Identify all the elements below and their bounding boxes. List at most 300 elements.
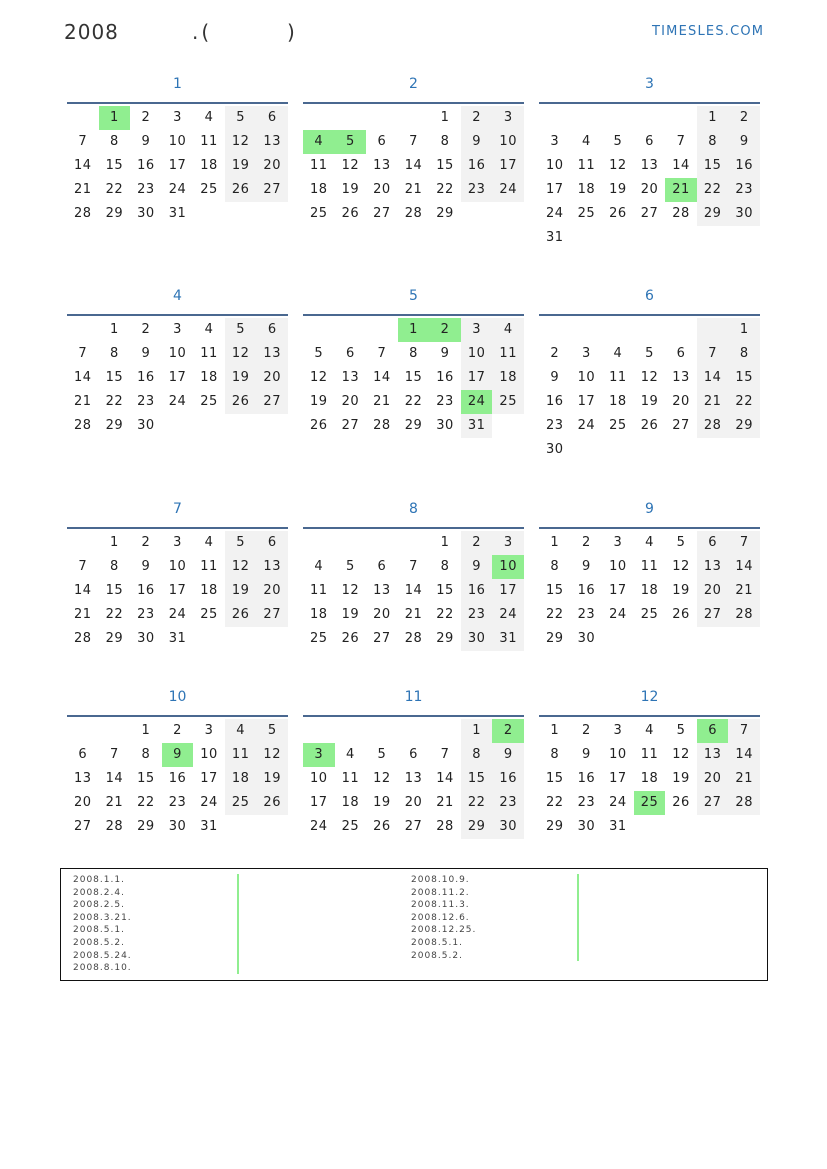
day-cell[interactable]: 31 xyxy=(546,230,564,245)
day-cell[interactable]: 13 xyxy=(256,555,288,579)
day-cell[interactable]: 25 xyxy=(492,390,524,414)
day-cell[interactable]: 25 xyxy=(200,394,218,409)
day-cell[interactable]: 31 xyxy=(200,819,218,834)
day-cell[interactable]: 22 xyxy=(105,182,124,197)
day-cell[interactable]: 1 xyxy=(109,322,119,337)
day-cell[interactable]: 12 xyxy=(609,158,627,173)
day-cell[interactable]: 19 xyxy=(672,583,690,598)
day-cell[interactable]: 17 xyxy=(461,366,493,390)
day-cell[interactable]: 9 xyxy=(581,559,591,574)
day-cell[interactable]: 30 xyxy=(577,631,596,646)
day-cell[interactable]: 11 xyxy=(609,370,627,385)
day-cell[interactable]: 6 xyxy=(256,106,288,130)
day-cell[interactable]: 8 xyxy=(550,747,560,762)
day-cell[interactable]: 11 xyxy=(640,559,659,574)
day-cell[interactable]: 25 xyxy=(200,607,218,622)
day-cell[interactable]: 20 xyxy=(256,366,288,390)
day-cell[interactable]: 8 xyxy=(409,346,418,361)
day-cell[interactable]: 22 xyxy=(105,607,124,622)
day-cell[interactable]: 27 xyxy=(697,791,729,815)
day-cell[interactable]: 20 xyxy=(697,767,729,791)
day-cell[interactable]: 4 xyxy=(314,559,324,574)
day-cell[interactable]: 22 xyxy=(546,607,564,622)
day-cell[interactable]: 17 xyxy=(609,583,627,598)
day-cell[interactable]: 19 xyxy=(341,607,360,622)
day-cell[interactable]: 23 xyxy=(546,418,564,433)
day-cell[interactable]: 20 xyxy=(256,579,288,603)
day-cell[interactable]: 8 xyxy=(109,134,119,149)
day-cell[interactable]: 12 xyxy=(225,342,257,366)
day-cell[interactable]: 18 xyxy=(200,158,218,173)
day-cell[interactable]: 28 xyxy=(74,206,92,221)
day-cell[interactable]: 3 xyxy=(492,106,524,130)
day-cell[interactable]: 29 xyxy=(697,202,729,226)
day-cell[interactable]: 11 xyxy=(310,158,328,173)
day-cell[interactable]: 4 xyxy=(345,747,355,762)
day-cell[interactable]: 2 xyxy=(141,535,151,550)
day-cell[interactable]: 19 xyxy=(225,366,257,390)
day-cell[interactable]: 14 xyxy=(436,771,454,786)
day-cell[interactable]: 24 xyxy=(492,603,524,627)
day-cell[interactable]: 5 xyxy=(225,531,257,555)
day-cell[interactable]: 22 xyxy=(546,795,564,810)
day-cell[interactable]: 23 xyxy=(436,394,454,409)
day-cell[interactable]: 10 xyxy=(200,747,218,762)
day-cell[interactable]: 14 xyxy=(728,743,760,767)
day-cell[interactable]: 10 xyxy=(546,158,564,173)
day-cell[interactable]: 1 xyxy=(728,318,760,342)
day-cell[interactable]: 18 xyxy=(225,767,257,791)
day-cell[interactable]: 29 xyxy=(436,631,454,646)
day-cell[interactable]: 9 xyxy=(141,559,151,574)
day-cell[interactable]: 19 xyxy=(609,182,627,197)
day-cell[interactable]: 27 xyxy=(672,418,690,433)
day-cell[interactable]: 26 xyxy=(225,178,257,202)
day-cell[interactable]: 24 xyxy=(200,795,218,810)
day-cell[interactable]: 23 xyxy=(492,791,524,815)
day-cell[interactable]: 28 xyxy=(105,819,124,834)
day-cell[interactable]: 2 xyxy=(429,318,461,342)
day-cell[interactable]: 12 xyxy=(373,771,391,786)
day-cell[interactable]: 7 xyxy=(377,346,387,361)
day-cell[interactable]: 16 xyxy=(461,154,493,178)
day-cell[interactable]: 21 xyxy=(665,178,697,202)
day-cell[interactable]: 20 xyxy=(697,579,729,603)
day-cell[interactable]: 15 xyxy=(461,767,493,791)
day-cell[interactable]: 1 xyxy=(99,106,131,130)
day-cell[interactable]: 10 xyxy=(577,370,596,385)
day-cell[interactable]: 17 xyxy=(577,394,596,409)
day-cell[interactable]: 24 xyxy=(577,418,596,433)
day-cell[interactable]: 3 xyxy=(173,322,182,337)
day-cell[interactable]: 1 xyxy=(550,535,560,550)
day-cell[interactable]: 16 xyxy=(436,370,454,385)
day-cell[interactable]: 11 xyxy=(310,583,328,598)
day-cell[interactable]: 7 xyxy=(109,747,119,762)
day-cell[interactable]: 7 xyxy=(78,346,88,361)
day-cell[interactable]: 5 xyxy=(225,106,257,130)
day-cell[interactable]: 22 xyxy=(137,795,155,810)
day-cell[interactable]: 16 xyxy=(577,771,596,786)
day-cell[interactable]: 15 xyxy=(546,771,564,786)
day-cell[interactable]: 3 xyxy=(613,723,623,738)
day-cell[interactable]: 4 xyxy=(581,134,591,149)
day-cell[interactable]: 25 xyxy=(310,206,328,221)
day-cell[interactable]: 6 xyxy=(377,559,387,574)
day-cell[interactable]: 30 xyxy=(137,206,155,221)
day-cell[interactable]: 7 xyxy=(78,134,88,149)
day-cell[interactable]: 29 xyxy=(105,418,124,433)
day-cell[interactable]: 22 xyxy=(105,394,124,409)
day-cell[interactable]: 29 xyxy=(728,414,760,438)
day-cell[interactable]: 7 xyxy=(728,531,760,555)
day-cell[interactable]: 12 xyxy=(256,743,288,767)
day-cell[interactable]: 16 xyxy=(492,767,524,791)
day-cell[interactable]: 7 xyxy=(78,559,88,574)
day-cell[interactable]: 12 xyxy=(672,747,690,762)
day-cell[interactable]: 22 xyxy=(461,791,493,815)
day-cell[interactable]: 14 xyxy=(74,158,92,173)
day-cell[interactable]: 22 xyxy=(436,607,454,622)
day-cell[interactable]: 1 xyxy=(109,535,119,550)
day-cell[interactable]: 5 xyxy=(256,719,288,743)
day-cell[interactable]: 24 xyxy=(168,607,187,622)
day-cell[interactable]: 14 xyxy=(697,366,729,390)
day-cell[interactable]: 8 xyxy=(440,134,450,149)
day-cell[interactable]: 21 xyxy=(728,579,760,603)
day-cell[interactable]: 13 xyxy=(697,555,729,579)
day-cell[interactable]: 30 xyxy=(461,627,493,651)
day-cell[interactable]: 15 xyxy=(697,154,729,178)
day-cell[interactable]: 17 xyxy=(168,583,187,598)
day-cell[interactable]: 9 xyxy=(440,346,450,361)
day-cell[interactable]: 21 xyxy=(697,390,729,414)
day-cell[interactable]: 26 xyxy=(672,607,690,622)
day-cell[interactable]: 27 xyxy=(256,390,288,414)
day-cell[interactable]: 8 xyxy=(550,559,560,574)
day-cell[interactable]: 23 xyxy=(137,182,155,197)
day-cell[interactable]: 14 xyxy=(105,771,124,786)
day-cell[interactable]: 25 xyxy=(341,819,360,834)
day-cell[interactable]: 2 xyxy=(492,719,524,743)
day-cell[interactable]: 11 xyxy=(640,747,659,762)
day-cell[interactable]: 14 xyxy=(728,555,760,579)
day-cell[interactable]: 23 xyxy=(137,394,155,409)
day-cell[interactable]: 27 xyxy=(74,819,92,834)
day-cell[interactable]: 3 xyxy=(173,110,182,125)
day-cell[interactable]: 30 xyxy=(728,202,760,226)
day-cell[interactable]: 30 xyxy=(137,418,155,433)
day-cell[interactable]: 31 xyxy=(609,819,627,834)
day-cell[interactable]: 26 xyxy=(609,206,627,221)
day-cell[interactable]: 9 xyxy=(141,134,151,149)
day-cell[interactable]: 12 xyxy=(225,130,257,154)
day-cell[interactable]: 2 xyxy=(141,110,151,125)
day-cell[interactable]: 25 xyxy=(577,206,596,221)
day-cell[interactable]: 15 xyxy=(728,366,760,390)
day-cell[interactable]: 19 xyxy=(373,795,391,810)
day-cell[interactable]: 27 xyxy=(341,418,360,433)
day-cell[interactable]: 20 xyxy=(640,182,659,197)
day-cell[interactable]: 13 xyxy=(697,743,729,767)
day-cell[interactable]: 25 xyxy=(310,631,328,646)
day-cell[interactable]: 18 xyxy=(341,795,360,810)
day-cell[interactable]: 7 xyxy=(409,134,418,149)
day-cell[interactable]: 9 xyxy=(461,555,493,579)
day-cell[interactable]: 6 xyxy=(345,346,355,361)
day-cell[interactable]: 28 xyxy=(672,206,690,221)
day-cell[interactable]: 26 xyxy=(310,418,328,433)
day-cell[interactable]: 9 xyxy=(461,130,493,154)
day-cell[interactable]: 20 xyxy=(341,394,360,409)
day-cell[interactable]: 18 xyxy=(492,366,524,390)
day-cell[interactable]: 12 xyxy=(225,555,257,579)
day-cell[interactable]: 24 xyxy=(609,607,627,622)
day-cell[interactable]: 4 xyxy=(492,318,524,342)
day-cell[interactable]: 24 xyxy=(609,795,627,810)
day-cell[interactable]: 23 xyxy=(168,795,187,810)
day-cell[interactable]: 30 xyxy=(577,819,596,834)
day-cell[interactable]: 14 xyxy=(74,370,92,385)
day-cell[interactable]: 1 xyxy=(697,106,729,130)
day-cell[interactable]: 28 xyxy=(404,631,423,646)
day-cell[interactable]: 7 xyxy=(409,559,418,574)
day-cell[interactable]: 12 xyxy=(341,158,360,173)
day-cell[interactable]: 16 xyxy=(461,579,493,603)
day-cell[interactable]: 23 xyxy=(137,607,155,622)
day-cell[interactable]: 29 xyxy=(137,819,155,834)
day-cell[interactable]: 16 xyxy=(168,771,187,786)
day-cell[interactable]: 31 xyxy=(461,414,493,438)
day-cell[interactable]: 3 xyxy=(581,346,591,361)
day-cell[interactable]: 31 xyxy=(168,631,187,646)
day-cell[interactable]: 20 xyxy=(373,182,391,197)
day-cell[interactable]: 8 xyxy=(461,743,493,767)
day-cell[interactable]: 28 xyxy=(728,791,760,815)
day-cell[interactable]: 4 xyxy=(613,346,623,361)
day-cell[interactable]: 3 xyxy=(204,723,214,738)
day-cell[interactable]: 22 xyxy=(697,178,729,202)
day-cell[interactable]: 18 xyxy=(577,182,596,197)
day-cell[interactable]: 13 xyxy=(373,158,391,173)
day-cell[interactable]: 6 xyxy=(256,531,288,555)
day-cell[interactable]: 5 xyxy=(314,346,324,361)
day-cell[interactable]: 5 xyxy=(225,318,257,342)
day-cell[interactable]: 21 xyxy=(404,607,423,622)
day-cell[interactable]: 15 xyxy=(404,370,423,385)
day-cell[interactable]: 17 xyxy=(492,579,524,603)
day-cell[interactable]: 19 xyxy=(256,767,288,791)
day-cell[interactable]: 18 xyxy=(310,182,328,197)
day-cell[interactable]: 24 xyxy=(492,178,524,202)
day-cell[interactable]: 12 xyxy=(640,370,659,385)
day-cell[interactable]: 13 xyxy=(341,370,360,385)
day-cell[interactable]: 7 xyxy=(697,342,729,366)
day-cell[interactable]: 6 xyxy=(645,134,654,149)
day-cell[interactable]: 4 xyxy=(204,110,214,125)
day-cell[interactable]: 6 xyxy=(409,747,418,762)
day-cell[interactable]: 4 xyxy=(303,130,335,154)
day-cell[interactable]: 20 xyxy=(256,154,288,178)
day-cell[interactable]: 5 xyxy=(676,723,686,738)
day-cell[interactable]: 18 xyxy=(640,771,659,786)
day-cell[interactable]: 27 xyxy=(404,819,423,834)
day-cell[interactable]: 8 xyxy=(109,559,119,574)
day-cell[interactable]: 21 xyxy=(74,607,92,622)
day-cell[interactable]: 20 xyxy=(672,394,690,409)
day-cell[interactable]: 20 xyxy=(404,795,423,810)
day-cell[interactable]: 10 xyxy=(492,130,524,154)
day-cell[interactable]: 30 xyxy=(492,815,524,839)
day-cell[interactable]: 4 xyxy=(645,535,654,550)
day-cell[interactable]: 1 xyxy=(550,723,560,738)
day-cell[interactable]: 7 xyxy=(676,134,686,149)
day-cell[interactable]: 6 xyxy=(676,346,686,361)
day-cell[interactable]: 19 xyxy=(310,394,328,409)
day-cell[interactable]: 23 xyxy=(728,178,760,202)
day-cell[interactable]: 17 xyxy=(200,771,218,786)
day-cell[interactable]: 21 xyxy=(74,182,92,197)
day-cell[interactable]: 26 xyxy=(225,390,257,414)
day-cell[interactable]: 20 xyxy=(74,795,92,810)
day-cell[interactable]: 10 xyxy=(168,134,187,149)
day-cell[interactable]: 29 xyxy=(546,819,564,834)
day-cell[interactable]: 23 xyxy=(577,795,596,810)
day-cell[interactable]: 25 xyxy=(634,791,666,815)
day-cell[interactable]: 13 xyxy=(640,158,659,173)
day-cell[interactable]: 6 xyxy=(377,134,387,149)
day-cell[interactable]: 23 xyxy=(577,607,596,622)
day-cell[interactable]: 7 xyxy=(728,719,760,743)
day-cell[interactable]: 28 xyxy=(74,418,92,433)
day-cell[interactable]: 27 xyxy=(256,178,288,202)
day-cell[interactable]: 3 xyxy=(550,134,560,149)
day-cell[interactable]: 14 xyxy=(373,370,391,385)
day-cell[interactable]: 5 xyxy=(345,559,355,574)
day-cell[interactable]: 17 xyxy=(168,370,187,385)
day-cell[interactable]: 13 xyxy=(404,771,423,786)
day-cell[interactable]: 11 xyxy=(492,342,524,366)
day-cell[interactable]: 22 xyxy=(728,390,760,414)
day-cell[interactable]: 4 xyxy=(204,535,214,550)
day-cell[interactable]: 30 xyxy=(546,442,564,457)
day-cell[interactable]: 11 xyxy=(200,559,218,574)
day-cell[interactable]: 21 xyxy=(728,767,760,791)
day-cell[interactable]: 27 xyxy=(373,631,391,646)
day-cell[interactable]: 5 xyxy=(645,346,654,361)
day-cell[interactable]: 26 xyxy=(341,631,360,646)
day-cell[interactable]: 26 xyxy=(672,795,690,810)
day-cell[interactable]: 11 xyxy=(225,743,257,767)
day-cell[interactable]: 15 xyxy=(105,583,124,598)
day-cell[interactable]: 28 xyxy=(436,819,454,834)
day-cell[interactable]: 21 xyxy=(436,795,454,810)
day-cell[interactable]: 30 xyxy=(168,819,187,834)
day-cell[interactable]: 10 xyxy=(492,555,524,579)
day-cell[interactable]: 1 xyxy=(440,535,450,550)
day-cell[interactable]: 25 xyxy=(200,182,218,197)
day-cell[interactable]: 13 xyxy=(672,370,690,385)
day-cell[interactable]: 21 xyxy=(105,795,124,810)
day-cell[interactable]: 27 xyxy=(697,603,729,627)
day-cell[interactable]: 19 xyxy=(225,579,257,603)
day-cell[interactable]: 24 xyxy=(461,390,493,414)
day-cell[interactable]: 8 xyxy=(440,559,450,574)
day-cell[interactable]: 16 xyxy=(546,394,564,409)
day-cell[interactable]: 21 xyxy=(373,394,391,409)
day-cell[interactable]: 23 xyxy=(461,178,493,202)
day-cell[interactable]: 11 xyxy=(200,134,218,149)
day-cell[interactable]: 1 xyxy=(440,110,450,125)
day-cell[interactable]: 29 xyxy=(436,206,454,221)
day-cell[interactable]: 10 xyxy=(461,342,493,366)
day-cell[interactable]: 10 xyxy=(609,559,627,574)
day-cell[interactable]: 12 xyxy=(672,559,690,574)
day-cell[interactable]: 13 xyxy=(256,342,288,366)
day-cell[interactable]: 25 xyxy=(609,418,627,433)
day-cell[interactable]: 19 xyxy=(225,154,257,178)
day-cell[interactable]: 21 xyxy=(404,182,423,197)
day-cell[interactable]: 17 xyxy=(168,158,187,173)
day-cell[interactable]: 22 xyxy=(436,182,454,197)
day-cell[interactable]: 6 xyxy=(697,531,729,555)
day-cell[interactable]: 15 xyxy=(105,158,124,173)
day-cell[interactable]: 3 xyxy=(461,318,493,342)
day-cell[interactable]: 28 xyxy=(697,414,729,438)
day-cell[interactable]: 8 xyxy=(728,342,760,366)
day-cell[interactable]: 8 xyxy=(141,747,151,762)
day-cell[interactable]: 29 xyxy=(105,631,124,646)
day-cell[interactable]: 5 xyxy=(613,134,623,149)
day-cell[interactable]: 20 xyxy=(373,607,391,622)
day-cell[interactable]: 24 xyxy=(168,394,187,409)
day-cell[interactable]: 12 xyxy=(341,583,360,598)
day-cell[interactable]: 4 xyxy=(204,322,214,337)
day-cell[interactable]: 15 xyxy=(436,158,454,173)
day-cell[interactable]: 25 xyxy=(225,791,257,815)
day-cell[interactable]: 28 xyxy=(74,631,92,646)
day-cell[interactable]: 13 xyxy=(373,583,391,598)
day-cell[interactable]: 14 xyxy=(404,583,423,598)
day-cell[interactable]: 19 xyxy=(672,771,690,786)
day-cell[interactable]: 10 xyxy=(168,346,187,361)
day-cell[interactable]: 15 xyxy=(546,583,564,598)
day-cell[interactable]: 10 xyxy=(168,559,187,574)
day-cell[interactable]: 26 xyxy=(256,791,288,815)
day-cell[interactable]: 2 xyxy=(141,322,151,337)
day-cell[interactable]: 19 xyxy=(341,182,360,197)
day-cell[interactable]: 9 xyxy=(728,130,760,154)
day-cell[interactable]: 7 xyxy=(440,747,450,762)
day-cell[interactable]: 17 xyxy=(310,795,328,810)
day-cell[interactable]: 6 xyxy=(78,747,88,762)
day-cell[interactable]: 16 xyxy=(728,154,760,178)
day-cell[interactable]: 17 xyxy=(546,182,564,197)
day-cell[interactable]: 18 xyxy=(609,394,627,409)
day-cell[interactable]: 18 xyxy=(640,583,659,598)
day-cell[interactable]: 28 xyxy=(728,603,760,627)
day-cell[interactable]: 9 xyxy=(581,747,591,762)
day-cell[interactable]: 3 xyxy=(613,535,623,550)
day-cell[interactable]: 1 xyxy=(461,719,493,743)
day-cell[interactable]: 14 xyxy=(672,158,690,173)
day-cell[interactable]: 29 xyxy=(461,815,493,839)
day-cell[interactable]: 5 xyxy=(676,535,686,550)
day-cell[interactable]: 24 xyxy=(168,182,187,197)
day-cell[interactable]: 26 xyxy=(341,206,360,221)
day-cell[interactable]: 27 xyxy=(640,206,659,221)
day-cell[interactable]: 13 xyxy=(74,771,92,786)
